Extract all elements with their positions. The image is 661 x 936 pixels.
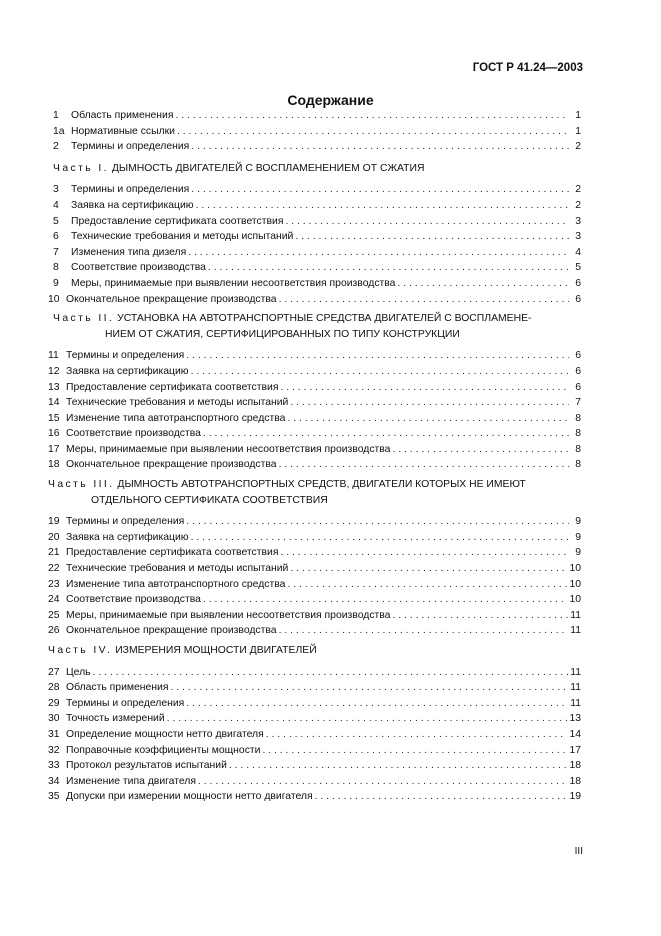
toc-entry-label: Окончательное прекращение производства — [66, 459, 277, 471]
toc-entry[interactable] — [48, 727, 581, 743]
toc-entry-number: 26 — [48, 625, 60, 637]
toc-entry-number: 20 — [48, 531, 60, 543]
leader-dots — [177, 124, 569, 140]
toc-entry-label: Область применения — [71, 110, 174, 121]
toc-entry-page: 6 — [575, 293, 581, 305]
toc-entry-page: 9 — [575, 516, 581, 528]
part-prefix: Часть IV. — [48, 645, 113, 656]
toc-entry-page: 1 — [575, 110, 581, 121]
toc-entry-page: 2 — [575, 184, 581, 196]
leader-dots — [186, 696, 568, 712]
toc-entry[interactable] — [48, 411, 581, 427]
toc-entry-page: 8 — [575, 428, 581, 440]
toc-entry-number: 6 — [53, 231, 59, 243]
toc-entry[interactable] — [48, 623, 581, 639]
toc-entry-number: 32 — [48, 744, 60, 756]
toc-entry-number: 29 — [48, 697, 60, 709]
leader-dots — [170, 680, 568, 696]
toc-entry[interactable] — [48, 348, 581, 364]
toc-entry-label: Точность измерений — [66, 713, 165, 725]
leader-dots — [167, 711, 568, 727]
toc-entry-label: Предоставление сертификата соответствия — [71, 215, 284, 227]
toc-entry-number: 3 — [53, 184, 59, 196]
toc-entry[interactable] — [48, 139, 581, 155]
toc-entry-label: Нормативные ссылки — [71, 125, 175, 137]
toc-entry-page: 2 — [575, 141, 581, 153]
page-number: III — [574, 846, 583, 857]
toc-entry-number: 12 — [48, 365, 60, 377]
toc-entry-label: Окончательное прекращение производства — [66, 625, 277, 637]
toc-entry-page: 14 — [569, 728, 581, 740]
leader-dots — [191, 139, 569, 155]
toc-entry-page: 8 — [575, 412, 581, 424]
toc-entry-number: 16 — [48, 428, 60, 440]
toc-entry-label: Технические требования и методы испытаний — [66, 397, 289, 409]
toc-entry-number: 11 — [48, 350, 59, 362]
leader-dots — [279, 457, 569, 473]
toc-entry[interactable] — [48, 774, 581, 790]
toc-entry-page: 6 — [575, 365, 581, 377]
table-of-contents — [48, 108, 581, 805]
toc-entry-number: 13 — [48, 381, 60, 393]
part-heading-2 — [48, 311, 581, 342]
toc-entry-label: Термины и определения — [66, 516, 185, 528]
toc-entry-number: 21 — [48, 547, 60, 559]
leader-dots — [315, 789, 568, 805]
page-title: Содержание — [287, 92, 374, 108]
toc-entry-page: 11 — [570, 697, 581, 709]
toc-entry-label: Технические требования и методы испытаний — [71, 231, 294, 243]
toc-entry-number: 17 — [48, 443, 60, 455]
leader-dots — [266, 727, 568, 743]
toc-entry-number: 30 — [48, 713, 60, 725]
toc-entry-number: 10 — [48, 293, 60, 305]
toc-entry[interactable] — [48, 442, 581, 458]
toc-entry[interactable] — [48, 182, 581, 198]
toc-entry-number: 22 — [48, 563, 60, 575]
toc-entry-label: Соответствие производства — [66, 428, 201, 440]
toc-entry-label: Предоставление сертификата соответствия — [66, 547, 279, 559]
toc-entry-page: 6 — [575, 381, 581, 393]
toc-entry[interactable] — [48, 680, 581, 696]
toc-entry-page: 9 — [575, 531, 581, 543]
toc-entry-label: Цель — [66, 666, 91, 678]
toc-entry-label: Термины и определения — [66, 697, 185, 709]
toc-entry-number: 34 — [48, 775, 60, 787]
leader-dots — [397, 276, 569, 292]
toc-entry[interactable] — [48, 758, 581, 774]
toc-entry-page: 1 — [575, 125, 581, 137]
toc-entry[interactable] — [48, 276, 581, 292]
toc-entry-number: 23 — [48, 578, 60, 590]
toc-entry-label: Поправочные коэффициенты мощности — [66, 744, 261, 756]
toc-entry-page: 11 — [570, 625, 581, 637]
part-title-continued: НИЕМ ОТ СЖАТИЯ, СЕРТИФИЦИРОВАННЫХ ПО ТИПУ КОНСТРУКЦИИ — [105, 328, 460, 340]
toc-entry-label: Термины и определения — [71, 141, 190, 153]
toc-entry-number: 35 — [48, 791, 60, 803]
part-title: ДЫМНОСТЬ АВТОТРАНСПОРТНЫХ СРЕДСТВ, ДВИГАТЕЛИ КОТОРЫХ НЕ ИМЕЮТ — [117, 479, 526, 491]
toc-entry[interactable] — [48, 561, 581, 577]
toc-entry-page: 10 — [569, 578, 581, 590]
toc-entry-label: Изменение типа автотранспортного средства — [66, 578, 286, 590]
toc-entry[interactable] — [48, 577, 581, 593]
leader-dots — [203, 592, 568, 608]
toc-entry-page: 19 — [569, 791, 581, 803]
toc-entry-page: 6 — [575, 277, 581, 289]
toc-entry-page: 18 — [569, 775, 581, 787]
toc-entry[interactable] — [48, 124, 581, 140]
toc-entry[interactable] — [48, 789, 581, 805]
leader-dots — [280, 545, 569, 561]
toc-entry[interactable] — [48, 545, 581, 561]
toc-entry-label: Меры, принимаемые при выявлении несоответствия производства — [66, 609, 391, 621]
toc-entry-number: 19 — [48, 516, 60, 528]
toc-entry-page: 13 — [569, 713, 581, 725]
toc-entry-number: 28 — [48, 682, 60, 694]
leader-dots — [229, 758, 568, 774]
toc-entry-page: 8 — [575, 443, 581, 455]
leader-dots — [198, 774, 567, 790]
toc-entry-page: 3 — [575, 231, 581, 243]
toc-entry-page: 11 — [570, 666, 581, 678]
leader-dots — [290, 395, 569, 411]
toc-entry-label: Изменения типа дизеля — [71, 246, 187, 258]
toc-entry-label: Технические требования и методы испытаний — [66, 563, 289, 575]
toc-entry-page: 9 — [575, 547, 581, 559]
toc-entry-page: 10 — [569, 563, 581, 575]
toc-entry-number: 14 — [48, 397, 60, 409]
toc-entry-number: 1 — [53, 110, 59, 121]
toc-entry-page: 11 — [570, 682, 581, 694]
part-heading-1 — [48, 161, 581, 177]
part-prefix: Часть II. — [53, 313, 115, 325]
toc-entry[interactable] — [48, 608, 581, 624]
leader-dots — [191, 364, 569, 380]
toc-entry-label: Изменение типа двигателя — [66, 775, 196, 787]
toc-entry[interactable] — [48, 696, 581, 712]
toc-entry[interactable] — [48, 214, 581, 230]
toc-entry[interactable] — [48, 514, 581, 530]
toc-entry-label: Заявка на сертификацию — [66, 531, 189, 543]
toc-entry-number: 9 — [53, 277, 59, 289]
leader-dots — [290, 561, 567, 577]
toc-entry-number: 33 — [48, 760, 60, 772]
toc-entry-label: Область применения — [66, 682, 169, 694]
toc-entry-number: 31 — [48, 728, 60, 740]
toc-entry-page: 2 — [575, 199, 581, 211]
leader-dots — [285, 214, 569, 230]
part-heading-3 — [48, 477, 581, 508]
toc-entry-label: Меры, принимаемые при выявлении несоответствия производства — [66, 443, 391, 455]
leader-dots — [280, 380, 569, 396]
toc-entry-page: 7 — [575, 397, 581, 409]
leader-dots — [287, 577, 567, 593]
leader-dots — [191, 182, 569, 198]
leader-dots — [392, 608, 568, 624]
toc-entry-label: Окончательное прекращение производства — [66, 293, 277, 305]
toc-entry[interactable] — [48, 292, 581, 308]
toc-entry[interactable] — [48, 364, 581, 380]
toc-entry-number: 1а — [53, 125, 65, 137]
toc-entry-label: Термины и определения — [71, 184, 190, 196]
toc-entry[interactable] — [48, 245, 581, 261]
leader-dots — [188, 245, 569, 261]
toc-entry[interactable] — [48, 665, 581, 681]
leader-dots — [175, 108, 569, 124]
toc-entry-label: Изменение типа автотранспортного средства — [66, 412, 286, 424]
toc-entry-label: Протокол результатов испытаний — [66, 760, 227, 772]
leader-dots — [191, 530, 569, 546]
toc-entry[interactable] — [48, 530, 581, 546]
toc-entry[interactable] — [48, 711, 581, 727]
toc-entry-number: 25 — [48, 609, 60, 621]
toc-entry[interactable] — [48, 229, 581, 245]
leader-dots — [392, 442, 569, 458]
toc-entry[interactable] — [48, 260, 581, 276]
leader-dots — [203, 426, 569, 442]
toc-entry-label: Предоставление сертификата соответствия — [66, 381, 279, 393]
leader-dots — [208, 260, 569, 276]
toc-entry-number: 8 — [53, 262, 59, 274]
leader-dots — [262, 743, 567, 759]
toc-entry[interactable] — [48, 198, 581, 214]
toc-entry[interactable] — [48, 743, 581, 759]
toc-entry-label: Заявка на сертификацию — [71, 199, 194, 211]
part-title-continued: ОТДЕЛЬНОГО СЕРТИФИКАТА СООТВЕТСТВИЯ — [91, 494, 328, 506]
leader-dots — [196, 198, 569, 214]
toc-entry-label: Определение мощности нетто двигателя — [66, 728, 264, 740]
part-heading-4 — [48, 643, 581, 659]
toc-entry-page: 8 — [575, 459, 581, 471]
toc-entry-page: 11 — [570, 609, 581, 621]
toc-entry[interactable] — [48, 108, 581, 124]
toc-entry[interactable] — [48, 457, 581, 473]
toc-entry-number: 18 — [48, 459, 60, 471]
toc-entry-number: 7 — [53, 246, 59, 258]
part-title: УСТАНОВКА НА АВТОТРАНСПОРТНЫЕ СРЕДСТВА ДВИГАТЕЛЕЙ С ВОСПЛАМЕНЕ- — [117, 313, 532, 325]
toc-entry-page: 18 — [569, 760, 581, 772]
toc-entry-number: 24 — [48, 594, 60, 606]
part-title: ДЫМНОСТЬ ДВИГАТЕЛЕЙ С ВОСПЛАМЕНЕНИЕМ ОТ СЖАТИЯ — [111, 162, 425, 174]
toc-entry-label: Меры, принимаемые при выявлении несоответствия производства — [71, 277, 396, 289]
toc-entry-label: Соответствие производства — [66, 594, 201, 606]
toc-entry-label: Заявка на сертификацию — [66, 365, 189, 377]
part-title: ИЗМЕРЕНИЯ МОЩНОСТИ ДВИГАТЕЛЕЙ — [115, 645, 317, 656]
document-header: ГОСТ Р 41.24—2003 — [472, 62, 583, 74]
toc-entry-page: 4 — [575, 246, 581, 258]
leader-dots — [287, 411, 569, 427]
part-prefix: Часть III. — [48, 479, 115, 491]
toc-entry[interactable] — [48, 426, 581, 442]
toc-entry[interactable] — [48, 380, 581, 396]
toc-entry-label: Допуски при измерении мощности нетто двигателя — [66, 791, 313, 803]
leader-dots — [93, 665, 569, 681]
leader-dots — [186, 514, 569, 530]
leader-dots — [279, 623, 569, 639]
leader-dots — [186, 348, 569, 364]
leader-dots — [295, 229, 569, 245]
toc-entry-label: Термины и определения — [66, 350, 185, 362]
toc-entry-page: 5 — [575, 262, 581, 274]
toc-entry[interactable] — [48, 592, 581, 608]
toc-entry-label: Соответствие производства — [71, 262, 206, 274]
toc-entry-number: 5 — [53, 215, 59, 227]
toc-entry-page: 3 — [575, 215, 581, 227]
toc-entry-page: 17 — [569, 744, 581, 756]
toc-entry-number: 15 — [48, 412, 60, 424]
part-prefix: Часть I. — [53, 162, 109, 174]
toc-entry-page: 10 — [569, 594, 581, 606]
toc-entry[interactable] — [48, 395, 581, 411]
toc-entry-number: 2 — [53, 141, 59, 153]
toc-entry-number: 4 — [53, 199, 59, 211]
toc-entry-number: 27 — [48, 666, 60, 678]
leader-dots — [279, 292, 569, 308]
toc-entry-page: 6 — [575, 350, 581, 362]
